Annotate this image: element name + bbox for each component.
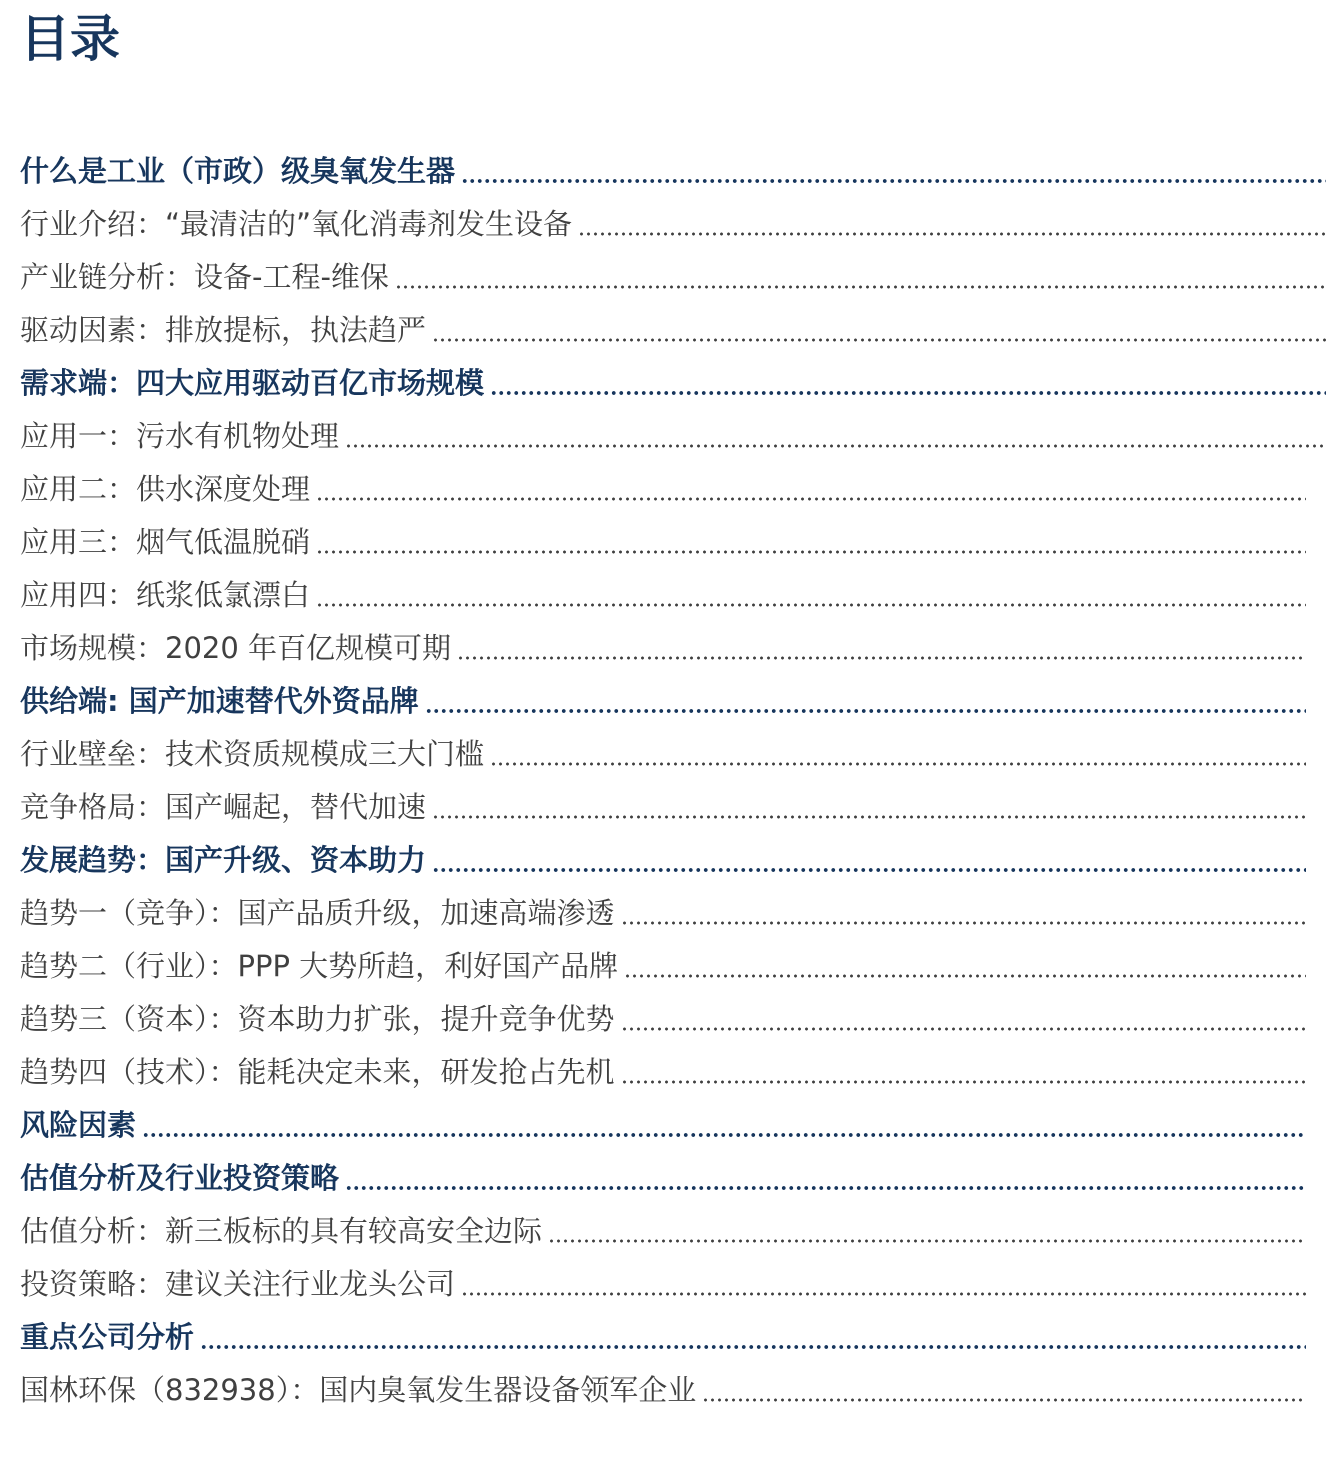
toc-entry-l2[interactable] bbox=[20, 939, 1306, 992]
dot-leader bbox=[621, 1026, 1306, 1032]
toc-entry-label: 投资策略：建议关注行业龙头公司 bbox=[20, 1267, 456, 1302]
toc-entry-l2[interactable] bbox=[20, 462, 1306, 515]
dot-leader bbox=[457, 655, 1306, 661]
toc-entry-l2[interactable] bbox=[20, 727, 1306, 780]
toc-entry-label: 应用二：供水深度处理 bbox=[20, 472, 311, 507]
toc-entry-l1[interactable] bbox=[20, 1310, 1306, 1363]
toc-entry-l2[interactable] bbox=[20, 197, 1326, 250]
dot-leader bbox=[425, 708, 1306, 714]
toc-entry-label: 竞争格局：国产崛起，替代加速 bbox=[20, 790, 427, 825]
dot-leader bbox=[345, 1185, 1306, 1191]
toc-entry-label: 估值分析及行业投资策略 bbox=[20, 1161, 340, 1196]
dot-leader bbox=[200, 1344, 1306, 1350]
toc-entry-label: 应用一：污水有机物处理 bbox=[20, 419, 340, 454]
dot-leader bbox=[316, 549, 1306, 555]
toc-entry-l2[interactable] bbox=[20, 515, 1306, 568]
toc-entry-label: 趋势四（技术）：能耗决定未来，研发抢占先机 bbox=[20, 1055, 615, 1090]
dot-leader bbox=[395, 284, 1326, 290]
toc-entry-label: 需求端：四大应用驱动百亿市场规模 bbox=[20, 366, 485, 401]
toc-entry-label: 应用四：纸浆低氯漂白 bbox=[20, 578, 311, 613]
toc-entry-l1[interactable] bbox=[20, 144, 1326, 197]
toc-entry-l1[interactable] bbox=[20, 833, 1306, 886]
toc-entry-l2[interactable] bbox=[20, 1363, 1306, 1416]
toc-entry-label: 市场规模：2020 年百亿规模可期 bbox=[20, 631, 452, 666]
toc-entry-l2[interactable] bbox=[20, 1257, 1306, 1310]
toc-entry-label: 行业介绍：“最清洁的”氧化消毒剂发生设备 bbox=[20, 207, 573, 242]
dot-leader bbox=[490, 390, 1326, 396]
toc-entry-label: 估值分析：新三板标的具有较高安全边际 bbox=[20, 1214, 543, 1249]
toc-entry-label: 趋势一（竞争）：国产品质升级，加速高端渗透 bbox=[20, 896, 615, 931]
dot-leader bbox=[432, 337, 1326, 343]
toc-entry-l2[interactable] bbox=[20, 780, 1306, 833]
toc-entry-l2[interactable] bbox=[20, 1045, 1306, 1098]
dot-leader bbox=[432, 867, 1306, 873]
toc-entry-label: 风险因素 bbox=[20, 1108, 137, 1143]
dot-leader bbox=[624, 973, 1306, 979]
dot-leader bbox=[345, 443, 1326, 449]
dot-leader bbox=[316, 602, 1306, 608]
toc-entry-l2[interactable] bbox=[20, 303, 1326, 356]
toc-entry-label: 应用三：烟气低温脱硝 bbox=[20, 525, 311, 560]
toc-entry-l1[interactable] bbox=[20, 356, 1326, 409]
toc-entry-label: 供给端: 国产加速替代外资品牌 bbox=[20, 684, 419, 719]
dot-leader bbox=[548, 1238, 1306, 1244]
toc-entry-label: 什么是工业（市政）级臭氧发生器 bbox=[20, 154, 456, 189]
toc-entry-l2[interactable] bbox=[20, 409, 1326, 462]
toc-entry-label: 趋势二（行业）：PPP 大势所趋，利好国产品牌 bbox=[20, 949, 619, 984]
dot-leader bbox=[578, 231, 1326, 237]
toc-entry-label: 趋势三（资本）：资本助力扩张，提升竞争优势 bbox=[20, 1002, 615, 1037]
toc-entry-l2[interactable] bbox=[20, 250, 1326, 303]
toc-entry-l1[interactable] bbox=[20, 1151, 1306, 1204]
toc-entry-label: 国林环保（832938）：国内臭氧发生器设备领军企业 bbox=[20, 1373, 697, 1408]
page-title: 目录 bbox=[20, 10, 120, 68]
toc-entry-label: 驱动因素：排放提标，执法趋严 bbox=[20, 313, 427, 348]
toc-entry-l2[interactable] bbox=[20, 886, 1306, 939]
dot-leader bbox=[621, 1079, 1306, 1085]
toc-entry-label: 行业壁垒：技术资质规模成三大门槛 bbox=[20, 737, 485, 772]
table-of-contents bbox=[20, 144, 1326, 1416]
toc-entry-label: 发展趋势：国产升级、资本助力 bbox=[20, 843, 427, 878]
toc-entry-l1[interactable] bbox=[20, 1098, 1306, 1151]
toc-entry-l2[interactable] bbox=[20, 1204, 1306, 1257]
dot-leader bbox=[432, 814, 1306, 820]
toc-entry-l1[interactable] bbox=[20, 674, 1306, 727]
dot-leader bbox=[702, 1397, 1306, 1403]
dot-leader bbox=[621, 920, 1306, 926]
toc-entry-l2[interactable] bbox=[20, 992, 1306, 1045]
dot-leader bbox=[490, 761, 1306, 767]
toc-entry-label: 产业链分析：设备-工程-维保 bbox=[20, 260, 389, 295]
toc-entry-l2[interactable] bbox=[20, 568, 1306, 621]
dot-leader bbox=[142, 1132, 1306, 1138]
dot-leader bbox=[461, 178, 1326, 184]
toc-entry-l2[interactable] bbox=[20, 621, 1306, 674]
dot-leader bbox=[461, 1291, 1306, 1297]
toc-entry-label: 重点公司分析 bbox=[20, 1320, 195, 1355]
dot-leader bbox=[316, 496, 1306, 502]
